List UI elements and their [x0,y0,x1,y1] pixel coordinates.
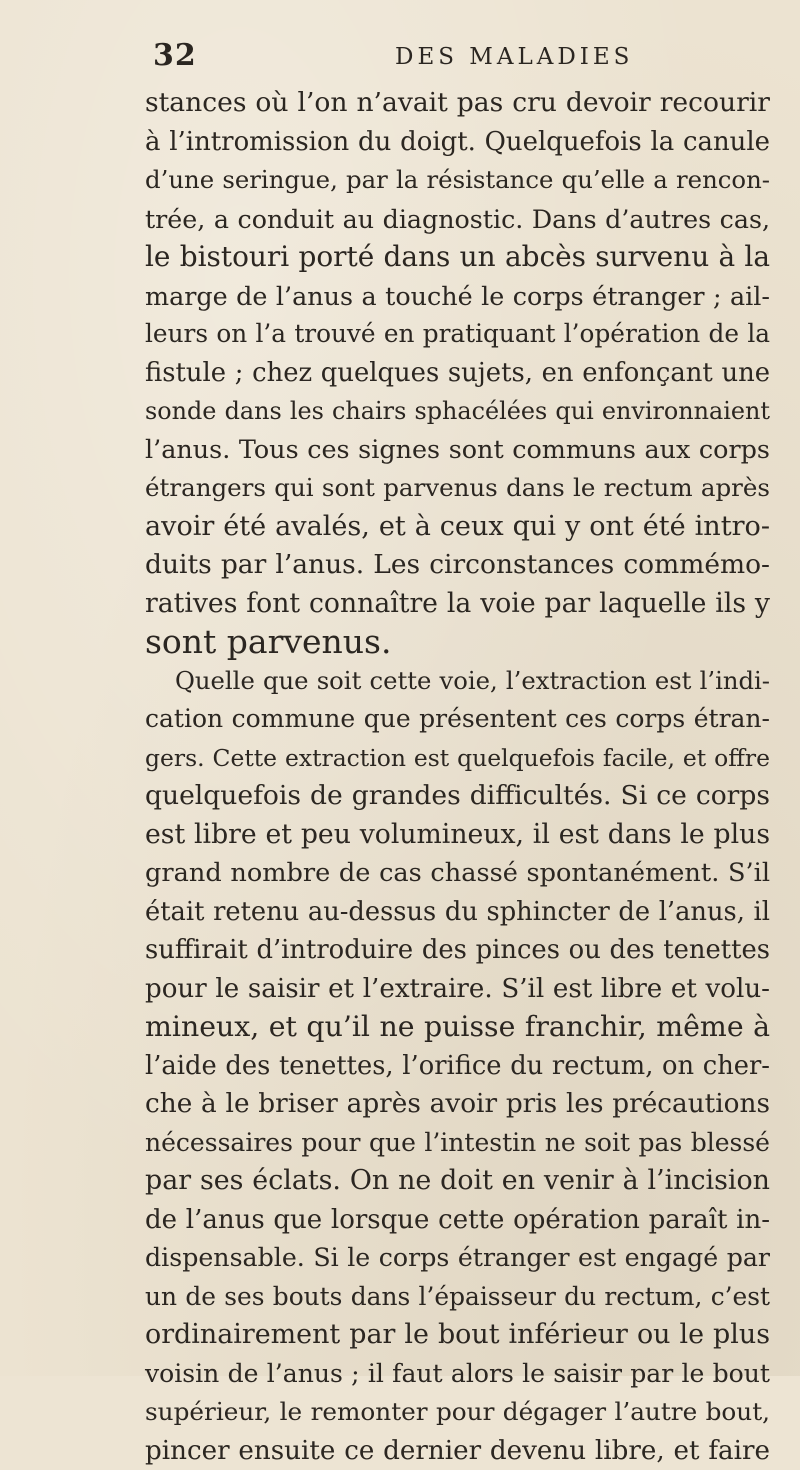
text-line: sonde dans les chairs sphacélées qui environnaient [145,392,770,431]
text-line: supérieur, le remonter pour dégager l’autre bout, [145,1393,770,1432]
text-line: par ses éclats. On ne doit en venir à l’incision [145,1162,770,1201]
text-line: est libre et peu volumineux, il est dans le plus [145,816,770,855]
text-line: étrangers qui sont parvenus dans le rectum après [145,469,770,508]
text-line: d’une seringue, par la résistance qu’elle a rencon- [145,161,770,200]
text-line: ordinairement par le bout inférieur ou le plus [145,1316,770,1355]
text-line: l’aide des tenettes, l’orifice du rectum, on cher- [145,1047,770,1086]
text-line: fistule ; chez quelques sujets, en enfonçant une [145,354,770,393]
text-line: leurs on l’a trouvé en pratiquant l’opération de la [145,315,770,354]
text-line: l’anus. Tous ces signes sont communs aux corps [145,431,770,470]
text-line: un de ses bouts dans l’épaisseur du rectum, c’est [145,1278,770,1317]
text-line: nécessaires pour que l’intestin ne soit pas blessé [145,1124,770,1163]
text-line: che à le briser après avoir pris les précautions [145,1085,770,1124]
body-text [145,84,770,1470]
text-line: voisin de l’anus ; il faut alors le saisir par le bout [145,1355,770,1394]
text-line: grand nombre de cas chassé spontanément. S’il [145,854,770,893]
running-head [145,38,770,78]
running-title: DES MALADIES [395,44,633,70]
paragraph-start-line: Quelle que soit cette voie, l’extraction est l’indi- [145,662,770,701]
text-line: ratives font connaître la voie par laquelle ils y [145,585,770,624]
text-line: suffirait d’introduire des pinces ou des tenettes [145,931,770,970]
text-line: quelquefois de grandes difficultés. Si ce corps [145,777,770,816]
text-line: cation commune que présentent ces corps étran- [145,700,770,739]
text-line: à l’intromission du doigt. Quelquefois la canule [145,123,770,162]
text-line: sont parvenus. [145,623,770,662]
text-line: de l’anus que lorsque cette opération paraît in- [145,1201,770,1240]
text-line: pour le saisir et l’extraire. S’il est libre et volu- [145,970,770,1009]
text-line: trée, a conduit au diagnostic. Dans d’autres cas, [145,200,770,239]
text-line: stances où l’on n’avait pas cru devoir recourir [145,84,770,123]
text-line: le bistouri porté dans un abcès survenu à la [145,238,770,277]
text-line: dispensable. Si le corps étranger est engagé par [145,1239,770,1278]
text-line: pincer ensuite ce dernier devenu libre, et faire [145,1432,770,1470]
text-line: était retenu au-dessus du sphincter de l’anus, il [145,893,770,932]
text-line: duits par l’anus. Les circonstances commémo- [145,546,770,585]
text-line: gers. Cette extraction est quelquefois facile, et offre [145,739,770,778]
text-line: avoir été avalés, et à ceux qui y ont été intro- [145,508,770,547]
text-line: mineux, et qu’il ne puisse franchir, même à [145,1008,770,1047]
page-number: 32 [153,38,197,73]
text-line: marge de l’anus a touché le corps étranger ; ail- [145,277,770,316]
